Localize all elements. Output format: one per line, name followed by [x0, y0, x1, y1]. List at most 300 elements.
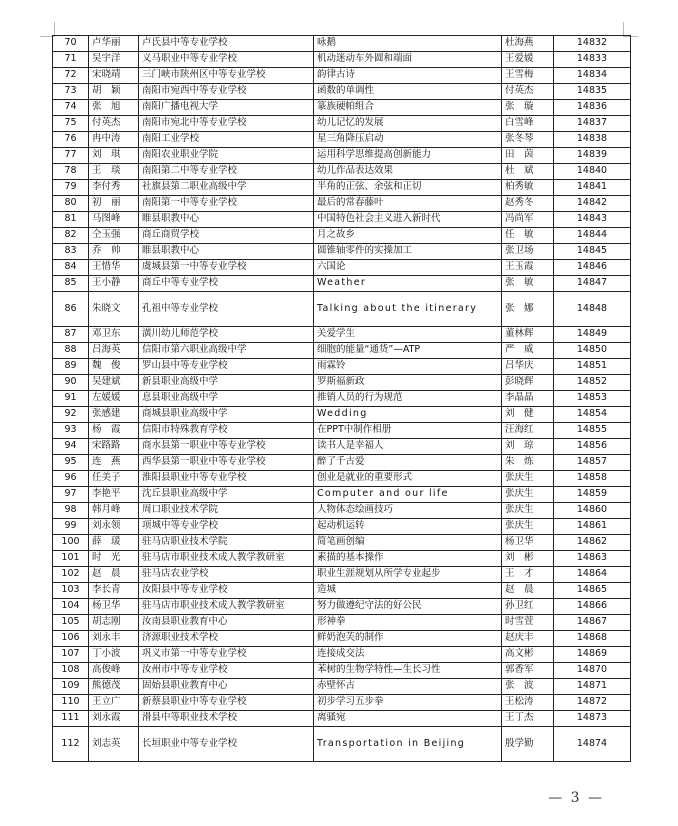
student-name-cell: 宋路路	[89, 439, 139, 455]
school-name-cell: 南阳市宛西中等专业学校	[139, 84, 314, 100]
serial-number-cell: 108	[53, 663, 89, 679]
student-name-cell: 李艳平	[89, 487, 139, 503]
student-name-cell: 初 丽	[89, 196, 139, 212]
entry-id-cell: 14840	[554, 164, 631, 180]
lesson-title-cell: 咏鹅	[314, 36, 502, 52]
entry-id-cell: 14861	[554, 519, 631, 535]
lesson-title-cell: Weather	[314, 276, 502, 292]
instructor-name-cell: 汪海红	[502, 423, 554, 439]
instructor-name-cell: 田 茵	[502, 148, 554, 164]
table-row	[53, 196, 631, 212]
instructor-name-cell: 董林辉	[502, 327, 554, 343]
school-name-cell: 济源职业技术学校	[139, 631, 314, 647]
instructor-name-cell: 杜海燕	[502, 36, 554, 52]
school-name-cell: 商丘商贸学校	[139, 228, 314, 244]
instructor-name-cell: 张 敏	[502, 276, 554, 292]
lesson-title-cell: 努力做遵纪守法的好公民	[314, 599, 502, 615]
instructor-name-cell: 刘 彬	[502, 551, 554, 567]
entry-id-cell: 14868	[554, 631, 631, 647]
table-row	[53, 471, 631, 487]
student-name-cell: 吴宇洋	[89, 52, 139, 68]
entry-id-cell: 14844	[554, 228, 631, 244]
school-name-cell: 汝南县职业教育中心	[139, 615, 314, 631]
school-name-cell: 南阳市宛北中等专业学校	[139, 116, 314, 132]
instructor-name-cell: 赵庆丰	[502, 631, 554, 647]
student-name-cell: 吴建斌	[89, 375, 139, 391]
student-name-cell: 高俊峰	[89, 663, 139, 679]
table-row	[53, 164, 631, 180]
table-row	[53, 647, 631, 663]
school-name-cell: 淮阳县职业中等专业学校	[139, 471, 314, 487]
lesson-title-cell: 关爱学生	[314, 327, 502, 343]
serial-number-cell: 83	[53, 244, 89, 260]
table-row	[53, 711, 631, 727]
instructor-name-cell: 付英杰	[502, 84, 554, 100]
school-name-cell: 西华县第一职业中等专业学校	[139, 455, 314, 471]
student-name-cell: 胡 颖	[89, 84, 139, 100]
serial-number-cell: 70	[53, 36, 89, 52]
instructor-name-cell: 孙卫红	[502, 599, 554, 615]
school-name-cell: 社旗县第二职业高级中学	[139, 180, 314, 196]
student-name-cell: 李付秀	[89, 180, 139, 196]
serial-number-cell: 79	[53, 180, 89, 196]
student-name-cell: 冉中涛	[89, 132, 139, 148]
lesson-title-cell: 起动机运转	[314, 519, 502, 535]
instructor-name-cell: 王 才	[502, 567, 554, 583]
school-name-cell: 潢川幼儿师范学校	[139, 327, 314, 343]
lesson-title-cell: 六国论	[314, 260, 502, 276]
instructor-name-cell: 高文彬	[502, 647, 554, 663]
serial-number-cell: 106	[53, 631, 89, 647]
lesson-title-cell: 最后的常春藤叶	[314, 196, 502, 212]
school-name-cell: 驻马店农业学校	[139, 567, 314, 583]
instructor-name-cell: 王玉霞	[502, 260, 554, 276]
lesson-title-cell: 机动迷动车外圆和端面	[314, 52, 502, 68]
table-row	[53, 439, 631, 455]
table-row	[53, 695, 631, 711]
lesson-title-cell: Wedding	[314, 407, 502, 423]
table-row	[53, 228, 631, 244]
student-name-cell: 李长青	[89, 583, 139, 599]
table-row	[53, 260, 631, 276]
serial-number-cell: 75	[53, 116, 89, 132]
entry-id-cell: 14841	[554, 180, 631, 196]
school-name-cell: 南阳农业职业学院	[139, 148, 314, 164]
entry-id-cell: 14835	[554, 84, 631, 100]
lesson-title-cell: 赤壁怀古	[314, 679, 502, 695]
school-name-cell: 汝州市中等专业学校	[139, 663, 314, 679]
school-name-cell: 驻马店市职业技术成人教学教研室	[139, 599, 314, 615]
school-name-cell: 驻马店市职业技术成人教学教研室	[139, 551, 314, 567]
serial-number-cell: 86	[53, 292, 89, 327]
entry-id-cell: 14871	[554, 679, 631, 695]
instructor-name-cell: 张 娜	[502, 292, 554, 327]
lesson-title-cell: 造城	[314, 583, 502, 599]
lesson-title-cell: 月之故乡	[314, 228, 502, 244]
instructor-name-cell: 朱 炼	[502, 455, 554, 471]
table-row	[53, 68, 631, 84]
lesson-title-cell: 读书人是幸福人	[314, 439, 502, 455]
student-name-cell: 薛 瑗	[89, 535, 139, 551]
instructor-name-cell: 柏秀敏	[502, 180, 554, 196]
student-name-cell: 王惜华	[89, 260, 139, 276]
entry-id-cell: 14850	[554, 343, 631, 359]
school-name-cell: 长垣职业中等专业学校	[139, 727, 314, 762]
serial-number-cell: 104	[53, 599, 89, 615]
table-row	[53, 52, 631, 68]
table-row	[53, 292, 631, 327]
serial-number-cell: 97	[53, 487, 89, 503]
entry-id-cell: 14842	[554, 196, 631, 212]
serial-number-cell: 109	[53, 679, 89, 695]
student-name-cell: 吕海英	[89, 343, 139, 359]
instructor-name-cell: 杜 斌	[502, 164, 554, 180]
serial-number-cell: 107	[53, 647, 89, 663]
school-name-cell: 项城中等专业学校	[139, 519, 314, 535]
lesson-title-cell: 职业生涯规划从所学专业起步	[314, 567, 502, 583]
serial-number-cell: 88	[53, 343, 89, 359]
serial-number-cell: 84	[53, 260, 89, 276]
serial-number-cell: 98	[53, 503, 89, 519]
entry-id-cell: 14870	[554, 663, 631, 679]
entry-id-cell: 14849	[554, 327, 631, 343]
table-row	[53, 583, 631, 599]
serial-number-cell: 76	[53, 132, 89, 148]
instructor-name-cell: 彭晓辉	[502, 375, 554, 391]
table-row	[53, 535, 631, 551]
entry-id-cell: 14854	[554, 407, 631, 423]
student-name-cell: 宋晓靖	[89, 68, 139, 84]
table-row	[53, 567, 631, 583]
lesson-title-cell: 中国特色社会主义进入新时代	[314, 212, 502, 228]
table-row	[53, 407, 631, 423]
table-row	[53, 423, 631, 439]
lesson-title-cell: 推销人员的行为规范	[314, 391, 502, 407]
lesson-title-cell: 形神拳	[314, 615, 502, 631]
serial-number-cell: 95	[53, 455, 89, 471]
table-body	[53, 36, 631, 762]
school-name-cell: 驻马店职业技术学院	[139, 535, 314, 551]
school-name-cell: 商水县第一职业中等专业学校	[139, 439, 314, 455]
lesson-title-cell: 幼儿作品表达效果	[314, 164, 502, 180]
table-row	[53, 727, 631, 762]
serial-number-cell: 72	[53, 68, 89, 84]
school-name-cell: 南阳第二中等专业学校	[139, 164, 314, 180]
student-name-cell: 朱晓文	[89, 292, 139, 327]
entry-id-cell: 14869	[554, 647, 631, 663]
entry-id-cell: 14838	[554, 132, 631, 148]
entry-id-cell: 14845	[554, 244, 631, 260]
entry-id-cell: 14860	[554, 503, 631, 519]
lesson-title-cell: 人物体态绘画技巧	[314, 503, 502, 519]
lesson-title-cell: 幼儿记忆的发展	[314, 116, 502, 132]
entry-id-cell: 14846	[554, 260, 631, 276]
entry-id-cell: 14852	[554, 375, 631, 391]
school-name-cell: 巩义市第一中等专业学校	[139, 647, 314, 663]
lesson-title-cell: 连接成交法	[314, 647, 502, 663]
table-row	[53, 487, 631, 503]
student-name-cell: 刘志英	[89, 727, 139, 762]
school-name-cell: 卢氏县中等专业学校	[139, 36, 314, 52]
table-row	[53, 132, 631, 148]
table-row	[53, 631, 631, 647]
student-name-cell: 胡志刚	[89, 615, 139, 631]
table-row	[53, 615, 631, 631]
table-row	[53, 359, 631, 375]
entry-id-cell: 14862	[554, 535, 631, 551]
instructor-name-cell: 张 璇	[502, 100, 554, 116]
serial-number-cell: 87	[53, 327, 89, 343]
lesson-title-cell: 韵律古诗	[314, 68, 502, 84]
serial-number-cell: 93	[53, 423, 89, 439]
school-name-cell: 睢县职教中心	[139, 244, 314, 260]
serial-number-cell: 77	[53, 148, 89, 164]
serial-number-cell: 91	[53, 391, 89, 407]
lesson-title-cell: 星三角降压启动	[314, 132, 502, 148]
lesson-title-cell: Computer and our life	[314, 487, 502, 503]
entry-id-cell: 14836	[554, 100, 631, 116]
instructor-name-cell: 杨卫华	[502, 535, 554, 551]
serial-number-cell: 92	[53, 407, 89, 423]
serial-number-cell: 73	[53, 84, 89, 100]
instructor-name-cell: 张卫场	[502, 244, 554, 260]
school-name-cell: 南阳第一中等专业学校	[139, 196, 314, 212]
table-row	[53, 180, 631, 196]
student-name-cell: 刘永霞	[89, 711, 139, 727]
entry-id-cell: 14834	[554, 68, 631, 84]
instructor-name-cell: 张庆生	[502, 471, 554, 487]
table-row	[53, 679, 631, 695]
student-name-cell: 时 光	[89, 551, 139, 567]
school-name-cell: 息县职业高级中学	[139, 391, 314, 407]
serial-number-cell: 82	[53, 228, 89, 244]
serial-number-cell: 71	[53, 52, 89, 68]
serial-number-cell: 81	[53, 212, 89, 228]
instructor-name-cell: 张庆生	[502, 503, 554, 519]
entry-id-cell: 14853	[554, 391, 631, 407]
student-name-cell: 左媛媛	[89, 391, 139, 407]
instructor-name-cell: 严 威	[502, 343, 554, 359]
instructor-name-cell: 郭香军	[502, 663, 554, 679]
instructor-name-cell: 吕华庆	[502, 359, 554, 375]
school-name-cell: 滑县中等职业技术学校	[139, 711, 314, 727]
entry-id-cell: 14857	[554, 455, 631, 471]
lesson-title-cell: 圆锥轴零件的实操加工	[314, 244, 502, 260]
table-row	[53, 327, 631, 343]
entry-id-cell: 14872	[554, 695, 631, 711]
lesson-title-cell: 运用科学思维提高创新能力	[314, 148, 502, 164]
serial-number-cell: 90	[53, 375, 89, 391]
lesson-title-cell: 离骚宛	[314, 711, 502, 727]
student-name-cell: 熊德茂	[89, 679, 139, 695]
school-name-cell: 新县职业高级中学	[139, 375, 314, 391]
instructor-name-cell: 白雪峰	[502, 116, 554, 132]
serial-number-cell: 103	[53, 583, 89, 599]
school-name-cell: 周口职业技术学院	[139, 503, 314, 519]
table-row	[53, 84, 631, 100]
school-name-cell: 沈丘县职业高级中学	[139, 487, 314, 503]
lesson-title-cell: 醉了千古爱	[314, 455, 502, 471]
student-name-cell: 杨 霞	[89, 423, 139, 439]
instructor-name-cell: 王丁杰	[502, 711, 554, 727]
student-name-cell: 任美子	[89, 471, 139, 487]
entry-id-cell: 14856	[554, 439, 631, 455]
table-row	[53, 36, 631, 52]
serial-number-cell: 99	[53, 519, 89, 535]
student-name-cell: 张感建	[89, 407, 139, 423]
school-name-cell: 孔祖中等专业学校	[139, 292, 314, 327]
entry-id-cell: 14867	[554, 615, 631, 631]
table-row	[53, 455, 631, 471]
student-name-cell: 乔 帅	[89, 244, 139, 260]
instructor-name-cell: 任 敏	[502, 228, 554, 244]
student-name-cell: 卢华丽	[89, 36, 139, 52]
serial-number-cell: 94	[53, 439, 89, 455]
serial-number-cell: 80	[53, 196, 89, 212]
student-name-cell: 仝玉强	[89, 228, 139, 244]
school-name-cell: 三门峡市陕州区中等专业学校	[139, 68, 314, 84]
student-name-cell: 邓卫东	[89, 327, 139, 343]
serial-number-cell: 110	[53, 695, 89, 711]
instructor-name-cell: 刘 琼	[502, 439, 554, 455]
student-name-cell: 韩月峰	[89, 503, 139, 519]
entry-id-cell: 14848	[554, 292, 631, 327]
instructor-name-cell: 殷学勤	[502, 727, 554, 762]
student-name-cell: 马图峰	[89, 212, 139, 228]
school-name-cell: 南阳广播电视大学	[139, 100, 314, 116]
instructor-name-cell: 时雪萱	[502, 615, 554, 631]
entry-id-cell: 14873	[554, 711, 631, 727]
school-name-cell: 商丘中等专业学校	[139, 276, 314, 292]
table-row	[53, 503, 631, 519]
table-row	[53, 343, 631, 359]
lesson-title-cell: Transportation in Beijing	[314, 727, 502, 762]
lesson-title-cell: 简笔画创编	[314, 535, 502, 551]
school-name-cell: 汝阳县中等专业学校	[139, 583, 314, 599]
serial-number-cell: 85	[53, 276, 89, 292]
lesson-title-cell: Talking about the itinerary	[314, 292, 502, 327]
student-name-cell: 刘永领	[89, 519, 139, 535]
student-name-cell: 杨卫华	[89, 599, 139, 615]
school-name-cell: 罗山县中等专业学校	[139, 359, 314, 375]
entry-id-cell: 14855	[554, 423, 631, 439]
lesson-title-cell: 初步学习五步拳	[314, 695, 502, 711]
instructor-name-cell: 张庆生	[502, 519, 554, 535]
instructor-name-cell: 赵 晨	[502, 583, 554, 599]
student-name-cell: 王立广	[89, 695, 139, 711]
lesson-title-cell: 雨霖铃	[314, 359, 502, 375]
lesson-title-cell: 细胞的能量“通货”—ATP	[314, 343, 502, 359]
student-name-cell: 魏 俊	[89, 359, 139, 375]
table-row	[53, 391, 631, 407]
instructor-name-cell: 赵秀冬	[502, 196, 554, 212]
instructor-name-cell: 王松涛	[502, 695, 554, 711]
contest-results-table	[52, 35, 631, 762]
entry-id-cell: 14833	[554, 52, 631, 68]
instructor-name-cell: 冯尚军	[502, 212, 554, 228]
lesson-title-cell: 素描的基本操作	[314, 551, 502, 567]
entry-id-cell: 14865	[554, 583, 631, 599]
student-name-cell: 刘 琪	[89, 148, 139, 164]
lesson-title-cell: 苯树的生物学特性—生长习性	[314, 663, 502, 679]
student-name-cell: 刘永丰	[89, 631, 139, 647]
serial-number-cell: 100	[53, 535, 89, 551]
serial-number-cell: 96	[53, 471, 89, 487]
page-number: — 3 —	[548, 790, 604, 806]
serial-number-cell: 102	[53, 567, 89, 583]
school-name-cell: 商城县职业高级中学	[139, 407, 314, 423]
student-name-cell: 王小静	[89, 276, 139, 292]
lesson-title-cell: 鲜奶泡芙的制作	[314, 631, 502, 647]
serial-number-cell: 112	[53, 727, 89, 762]
table-row	[53, 276, 631, 292]
entry-id-cell: 14851	[554, 359, 631, 375]
instructor-name-cell: 李晶晶	[502, 391, 554, 407]
table-row	[53, 212, 631, 228]
entry-id-cell: 14837	[554, 116, 631, 132]
table-row	[53, 375, 631, 391]
student-name-cell: 付英杰	[89, 116, 139, 132]
lesson-title-cell: 创业是就业的重要形式	[314, 471, 502, 487]
school-name-cell: 信阳市特殊教育学校	[139, 423, 314, 439]
serial-number-cell: 74	[53, 100, 89, 116]
serial-number-cell: 78	[53, 164, 89, 180]
student-name-cell: 张 旭	[89, 100, 139, 116]
entry-id-cell: 14866	[554, 599, 631, 615]
student-name-cell: 赵 晨	[89, 567, 139, 583]
entry-id-cell: 14863	[554, 551, 631, 567]
entry-id-cell: 14864	[554, 567, 631, 583]
lesson-title-cell: 篆族硬帕组合	[314, 100, 502, 116]
entry-id-cell: 14847	[554, 276, 631, 292]
serial-number-cell: 111	[53, 711, 89, 727]
serial-number-cell: 89	[53, 359, 89, 375]
table-row	[53, 599, 631, 615]
instructor-name-cell: 张冬琴	[502, 132, 554, 148]
lesson-title-cell: 在PPT中制作相册	[314, 423, 502, 439]
table-row	[53, 551, 631, 567]
entry-id-cell: 14874	[554, 727, 631, 762]
entry-id-cell: 14858	[554, 471, 631, 487]
lesson-title-cell: 罗斯福新政	[314, 375, 502, 391]
table-row	[53, 244, 631, 260]
table-row	[53, 663, 631, 679]
lesson-title-cell: 函数的单调性	[314, 84, 502, 100]
instructor-name-cell: 王爱媛	[502, 52, 554, 68]
instructor-name-cell: 张庆生	[502, 487, 554, 503]
entry-id-cell: 14843	[554, 212, 631, 228]
table-row	[53, 116, 631, 132]
school-name-cell: 信阳市第六职业高级中学	[139, 343, 314, 359]
serial-number-cell: 101	[53, 551, 89, 567]
instructor-name-cell: 王雪梅	[502, 68, 554, 84]
school-name-cell: 南阳工业学校	[139, 132, 314, 148]
entry-id-cell: 14859	[554, 487, 631, 503]
student-name-cell: 丁小波	[89, 647, 139, 663]
student-name-cell: 王 琰	[89, 164, 139, 180]
instructor-name-cell: 张 波	[502, 679, 554, 695]
lesson-title-cell: 半角的正弦、余弦和正切	[314, 180, 502, 196]
table-row	[53, 148, 631, 164]
school-name-cell: 虞城县第一中等专业学校	[139, 260, 314, 276]
entry-id-cell: 14839	[554, 148, 631, 164]
instructor-name-cell: 刘 健	[502, 407, 554, 423]
serial-number-cell: 105	[53, 615, 89, 631]
entry-id-cell: 14832	[554, 36, 631, 52]
school-name-cell: 义马职业中等专业学校	[139, 52, 314, 68]
school-name-cell: 睢县职教中心	[139, 212, 314, 228]
school-name-cell: 固始县职业教育中心	[139, 679, 314, 695]
